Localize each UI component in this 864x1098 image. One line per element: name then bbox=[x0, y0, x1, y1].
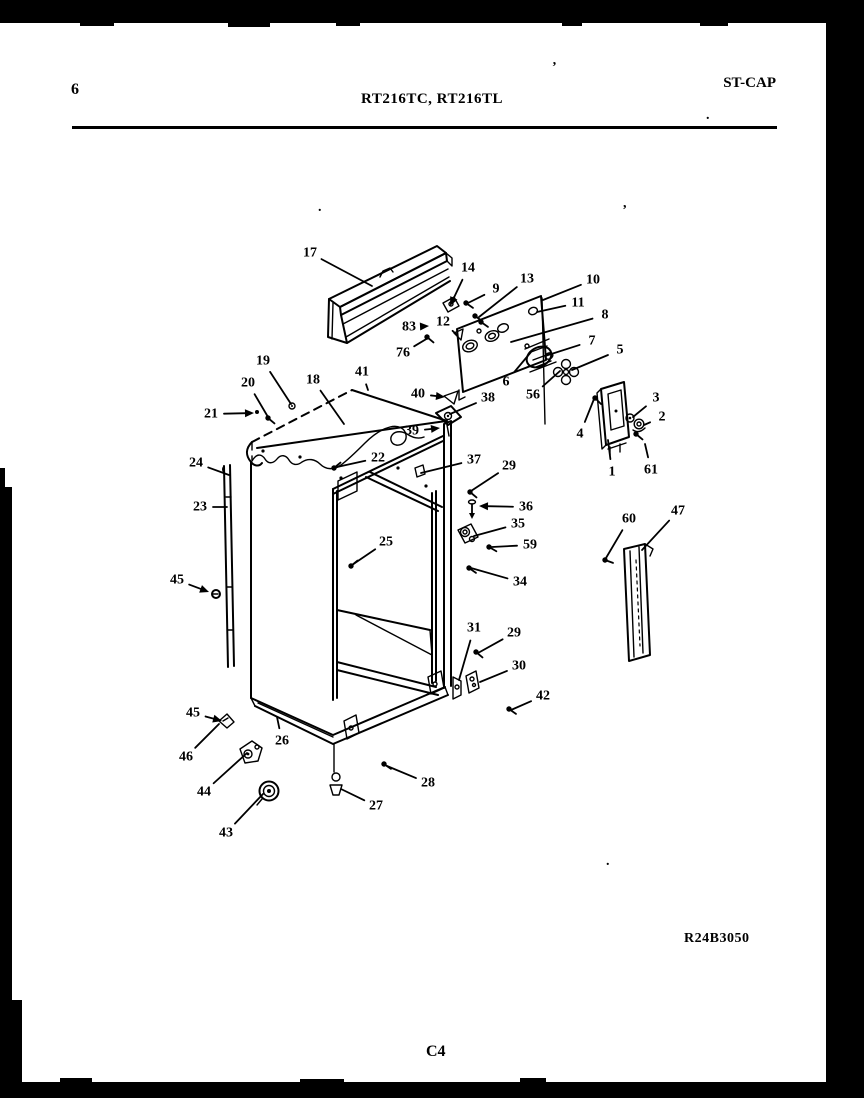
leader-line-17 bbox=[321, 259, 372, 286]
leader-arrow-45 bbox=[212, 715, 222, 723]
part-callout-38: 38 bbox=[481, 390, 495, 406]
part-callout-8: 8 bbox=[601, 307, 609, 323]
scan-speck: . bbox=[606, 854, 610, 869]
page-title: RT216TC, RT216TL bbox=[361, 91, 503, 107]
leader-line-28 bbox=[387, 766, 416, 778]
part-callout-41: 41 bbox=[355, 364, 369, 380]
trim-strip-art bbox=[212, 465, 234, 667]
leader-line-43 bbox=[235, 794, 263, 824]
part-callout-46: 46 bbox=[179, 749, 193, 765]
leader-line-5 bbox=[572, 355, 608, 370]
part-callout-14: 14 bbox=[461, 260, 475, 276]
part-callout-39: 39 bbox=[405, 423, 419, 439]
part-callout-29: 29 bbox=[502, 458, 516, 474]
leader-line-22 bbox=[337, 461, 365, 467]
relay-assembly-art bbox=[597, 382, 645, 455]
part-callout-5: 5 bbox=[616, 342, 624, 358]
part-callout-19: 19 bbox=[256, 353, 270, 369]
drain-rail-art bbox=[624, 544, 653, 661]
part-callout-24: 24 bbox=[189, 455, 203, 471]
page-code: C4 bbox=[426, 1043, 446, 1060]
leader-line-29 bbox=[478, 639, 503, 653]
section-code: ST-CAP bbox=[723, 75, 776, 91]
part-callout-12: 12 bbox=[436, 314, 450, 330]
part-callout-35: 35 bbox=[511, 516, 525, 532]
part-callout-7: 7 bbox=[588, 333, 596, 349]
part-callout-18: 18 bbox=[306, 372, 320, 388]
part-callout-13: 13 bbox=[520, 271, 534, 287]
scan-speck: . bbox=[706, 108, 710, 123]
leader-line-3 bbox=[633, 406, 646, 417]
part-callout-17: 17 bbox=[303, 245, 317, 261]
leader-arrow-39 bbox=[431, 425, 440, 433]
leader-line-29 bbox=[471, 473, 498, 491]
part-callout-2: 2 bbox=[658, 409, 666, 425]
scan-speck: . bbox=[318, 200, 322, 215]
part-callout-6: 6 bbox=[502, 374, 510, 390]
part-callout-76: 76 bbox=[396, 345, 410, 361]
leader-line-46 bbox=[195, 724, 219, 748]
leader-line-45 bbox=[206, 716, 215, 718]
leader-line-60 bbox=[606, 530, 622, 558]
part-callout-28: 28 bbox=[421, 775, 435, 791]
leader-arrow-83 bbox=[420, 322, 429, 330]
leader-line-44 bbox=[214, 753, 247, 783]
part-callout-34: 34 bbox=[513, 574, 527, 590]
top-grille-panel-art bbox=[328, 246, 452, 343]
leader-line-56 bbox=[543, 371, 560, 386]
part-callout-45: 45 bbox=[170, 572, 184, 588]
part-callout-10: 10 bbox=[586, 272, 600, 288]
part-callout-27: 27 bbox=[369, 798, 383, 814]
leader-line-35 bbox=[474, 527, 505, 536]
leader-arrow-45 bbox=[199, 585, 209, 592]
leader-line-24 bbox=[208, 467, 229, 475]
leader-arrow-21 bbox=[245, 409, 254, 417]
part-callout-25: 25 bbox=[379, 534, 393, 550]
part-callout-11: 11 bbox=[571, 295, 585, 311]
leader-line-39 bbox=[425, 429, 432, 430]
part-callout-59: 59 bbox=[523, 537, 537, 553]
leader-line-30 bbox=[480, 671, 507, 682]
drawing-number: R24B3050 bbox=[684, 931, 750, 946]
leader-line-14 bbox=[453, 280, 462, 299]
leader-line-19 bbox=[270, 372, 291, 404]
scan-speck: , bbox=[623, 196, 627, 211]
leader-line-47 bbox=[642, 521, 669, 550]
part-callout-22: 22 bbox=[371, 450, 385, 466]
part-callout-30: 30 bbox=[512, 658, 526, 674]
part-callout-9: 9 bbox=[492, 281, 500, 297]
leader-line-8 bbox=[511, 319, 593, 342]
part-callout-40: 40 bbox=[411, 386, 425, 402]
leader-line-27 bbox=[341, 789, 364, 800]
bottom-parts-art bbox=[219, 714, 279, 805]
leader-line-9 bbox=[468, 295, 484, 303]
leader-line-61 bbox=[645, 444, 648, 457]
leader-line-36 bbox=[487, 506, 513, 507]
leader-line-2 bbox=[644, 422, 650, 425]
leader-line-42 bbox=[511, 701, 531, 710]
part-callout-23: 23 bbox=[193, 499, 207, 515]
scan-speck: ’ bbox=[552, 60, 557, 75]
part-callout-42: 42 bbox=[536, 688, 550, 704]
part-callout-56: 56 bbox=[526, 387, 540, 403]
part-callout-20: 20 bbox=[241, 375, 255, 391]
part-callout-36: 36 bbox=[519, 499, 533, 515]
part-callout-44: 44 bbox=[197, 784, 211, 800]
part-callout-31: 31 bbox=[467, 620, 481, 636]
part-callout-47: 47 bbox=[671, 503, 685, 519]
leader-arrow-36 bbox=[479, 502, 488, 510]
leader-line-41 bbox=[366, 384, 368, 390]
leader-line-4 bbox=[585, 399, 594, 422]
leader-line-76 bbox=[414, 338, 428, 346]
part-callout-29: 29 bbox=[507, 625, 521, 641]
leader-line-59 bbox=[492, 546, 517, 547]
leader-line-45 bbox=[189, 585, 201, 590]
leader-line-25 bbox=[352, 549, 375, 565]
part-callout-26: 26 bbox=[275, 733, 289, 749]
leader-line-37 bbox=[421, 463, 461, 473]
part-callout-21: 21 bbox=[204, 406, 218, 422]
part-callout-1: 1 bbox=[608, 464, 616, 480]
part-callout-45: 45 bbox=[186, 705, 200, 721]
part-callout-37: 37 bbox=[467, 452, 481, 468]
part-callout-4: 4 bbox=[576, 426, 584, 442]
part-callout-61: 61 bbox=[644, 462, 658, 478]
page-number: 6 bbox=[71, 81, 79, 98]
leader-line-21 bbox=[224, 413, 246, 414]
part-callout-3: 3 bbox=[652, 390, 660, 406]
part-callout-60: 60 bbox=[622, 511, 636, 527]
part-callout-83: 83 bbox=[402, 319, 416, 335]
part-callout-43: 43 bbox=[219, 825, 233, 841]
